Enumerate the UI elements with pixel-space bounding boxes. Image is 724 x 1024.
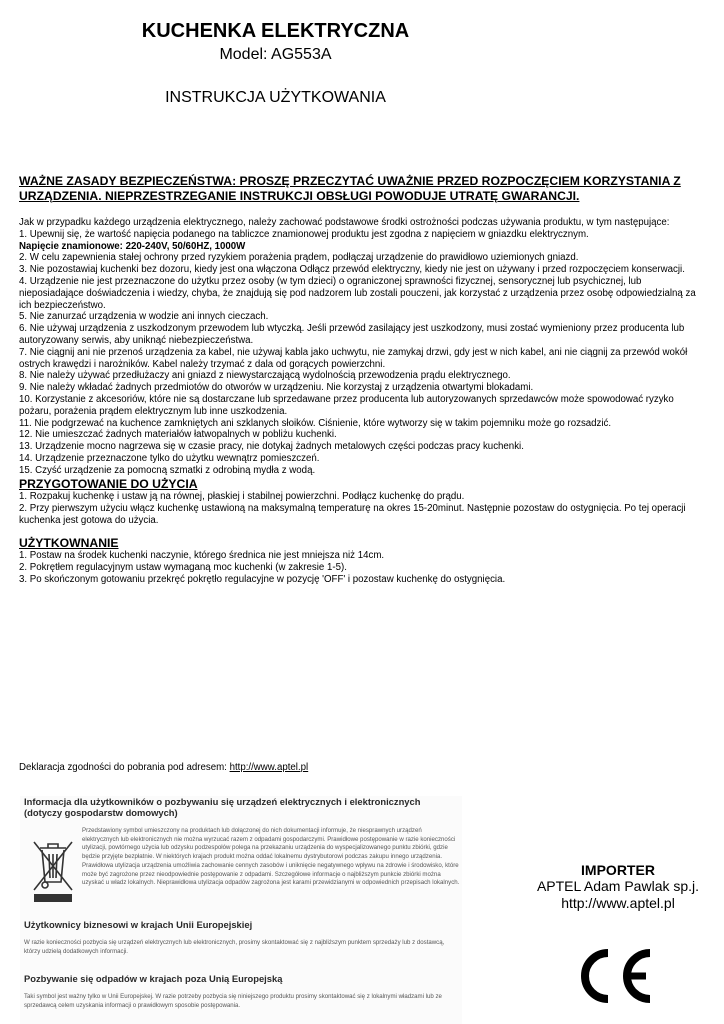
crossed-out-wheelie-bin-icon bbox=[30, 834, 76, 906]
preparation-heading: PRZYGOTOWANIE DO UŻYCIA bbox=[19, 477, 198, 491]
weee-business-heading: Użytkownicy biznesowi w krajach Unii Europejskiej bbox=[24, 919, 253, 930]
usage-heading: UŻYTKOWNANIE bbox=[19, 536, 119, 550]
usage-section bbox=[19, 536, 707, 585]
safety-item: 14. Urządzenie przeznaczone tylko do użytku wewnątrz pomieszczeń. bbox=[19, 452, 320, 464]
document-subtitle: INSTRUKCJA UŻYTKOWANIA bbox=[165, 89, 386, 106]
safety-item: 13. Urządzenie mocno nagrzewa się w czasie pracy, nie dotykaj żadnych metalowych części podczas pracy kuchenki. bbox=[19, 441, 524, 453]
safety-instructions bbox=[19, 217, 707, 477]
usage-item: 1. Postaw na środek kuchenki naczynie, którego średnica nie jest mniejsza niż 14cm. bbox=[19, 550, 385, 561]
safety-item: 7. Nie ciągnij ani nie przenoś urządzenia za kabel, nie używaj kabla jako uchwytu, nie zamykaj drzwi, gdy jest w nich kabel, ani nie ciągnij za przewód wokół ostrych krawędzi i narożników. Kabel należy trzymać z dala od gorących powierzchni. bbox=[19, 346, 688, 370]
declaration-link[interactable]: http://www.aptel.pl bbox=[229, 762, 309, 773]
importer-name: APTEL Adam Pawlak sp.j. bbox=[536, 878, 700, 894]
rated-voltage: Napięcie znamionowe: 220-240V, 50/60HZ, 1000W bbox=[19, 240, 246, 252]
usage-item: 3. Po skończonym gotowaniu przekręć pokrętło regulacyjne w pozycję 'OFF' i pozostaw kuchenkę do ostygnięcia. bbox=[19, 573, 506, 585]
declaration-of-conformity bbox=[19, 762, 308, 774]
safety-item: 3. Nie pozostawiaj kuchenki bez dozoru, kiedy jest ona włączona Odłącz przewód elektryczny, kiedy nie jest on używany i przed rozpoczęciem konserwacji. bbox=[19, 264, 685, 276]
safety-item: 9. Nie należy wkładać żadnych przedmiotów do otworów w urządzeniu. Nie korzystaj z urządzenia otwartymi blokadami. bbox=[19, 382, 534, 394]
preparation-item: 2. Przy pierwszym użyciu włącz kuchenkę ustawioną na maksymalną temperaturę na okres 15-20minut. Następnie pozostaw do ostygnięcia. Po tej operacji kuchenka jest gotowa do użycia. bbox=[19, 502, 686, 526]
model-number: Model: AG553A bbox=[219, 46, 332, 63]
safety-item: 15. Czyść urządzenie za pomocną szmatki z odrobiną mydła z wodą. bbox=[19, 464, 316, 476]
safety-item: 10. Korzystanie z akcesoriów, które nie są dostarczane lub sprzedawane przez producenta lub autoryzowanych sprzedawców może spowodować ryzyko pożaru, porażenia prądem elektrycznym lub inne uszkodzenia. bbox=[19, 393, 674, 417]
safety-item: 5. Nie zanurzać urządzenia w wodzie ani innych cieczach. bbox=[19, 311, 269, 323]
safety-item: 1. Upewnij się, że wartość napięcia podanego na tabliczce znamionowej produktu jest zgodna z napięciem w gniazdku elektrycznym. bbox=[19, 228, 589, 240]
safety-item: 2. W celu zapewnienia stałej ochrony przed ryzykiem porażenia prądem, podłączaj urządzenie do prawidłowo uziemionych gniazd. bbox=[19, 252, 579, 264]
safety-item: 4. Urządzenie nie jest przeznaczone do użytku przez osoby (w tym dzieci) o ograniczonej sprawności fizycznej, sensorycznej lub psychicznej, lub nieposiadające doświadczenia i wiedzy, chyba, że znajdują się pod nadzorem lub zostali pouczeni, jak korzystać z urządzenia przez osobę odpowiedzialną za ich bezpieczeństwo. bbox=[19, 275, 696, 311]
weee-business-info: W razie konieczności pozbycia się urządzeń elektrycznych lub elektronicznych, prosimy skontaktować się z najbliższym punktem sprzedaży lub z dostawcą, którzy udzielą dodatkowych informacji. bbox=[24, 939, 445, 955]
importer-label: IMPORTER bbox=[581, 862, 655, 878]
document-title: KUCHENKA ELEKTRYCZNA bbox=[141, 20, 410, 42]
importer-url: http://www.aptel.pl bbox=[561, 895, 675, 911]
safety-item: 11. Nie podgrzewać na kuchence zamkniętych ani szklanych słoików. Ciśnienie, które wytworzy się w takim pojemniku może go rozsadzić. bbox=[19, 417, 612, 429]
safety-heading: WAŻNE ZASADY BEZPIECZEŃSTWA: PROSZĘ PRZECZYTAĆ UWAŻNIE PRZED ROZPOCZĘCIEM KORZYSTANIA Z URZĄDZENIA. NIEPRZESTRZEGANIE INSTRUKCJI OBSŁUGI POWODUJE UTRATĘ GWARANCJI. bbox=[19, 174, 681, 203]
safety-item: 8. Nie należy używać przedłużaczy ani gniazd z niewystarczającą wydolnością przewodzenia prądu elektrycznego. bbox=[19, 370, 511, 382]
declaration-text: Deklaracja zgodności do pobrania pod adresem: bbox=[19, 762, 230, 773]
usage-item: 2. Pokrętłem regulacyjnym ustaw wymaganą moc kuchenki (w zakresie 1-5). bbox=[19, 561, 347, 573]
weee-outside-eu-info: Taki symbol jest ważny tylko w Unii Europejskej. W razie potrzeby pozbycia się niniejszego produktu prosimy skontaktować się z lokalnymi władzami lub ze sprzedawcą celem uzyskania informacji o prawidłowym sposobie postępowania. bbox=[24, 993, 442, 1009]
weee-disposal-notice bbox=[20, 796, 462, 1024]
safety-item: 12. Nie umieszczać żadnych materiałów łatwopalnych w pobliżu kuchenki. bbox=[19, 429, 337, 441]
safety-intro: Jak w przypadku każdego urządzenia elektrycznego, należy zachować podstawowe środki ostrożności podczas używania produktu, w tym następujące: bbox=[19, 217, 670, 228]
preparation-section bbox=[19, 477, 707, 526]
weee-heading: Informacja dla użytkowników o pozbywaniu się urządzeń elektrycznych i elektronicznych bbox=[24, 796, 421, 807]
preparation-item: 1. Rozpakuj kuchenkę i ustaw ją na równej, płaskiej i stabilnej powierzchni. Podłącz kuchenkę do prądu. bbox=[19, 491, 465, 502]
ce-mark-icon bbox=[575, 945, 655, 1007]
weee-heading-sub: (dotyczy gospodarstw domowych) bbox=[24, 807, 178, 818]
weee-household-info: Przedstawiony symbol umieszczony na produktach lub dołączonej do nich dokumentacji informuje, że niesprawnych urządzeń elektrycznych lub elektronicznych nie można wyrzucać razem z odpadami gospodarczymi. Prawidłowe postępowanie w razie konieczności utylizacji, powtórnego użycia lub odzysku podzespołów polega na przekazaniu urządzenia do wyspecjalizowanego punktu zbiórki, gdzie będzie przyjęte bezpłatnie. W niektórych krajach produkt można oddać lokalnemu dystrybutorowi podczas zakupu innego urządzenia. Prawidłowa utylizacja urządzenia umożliwia zachowanie cennych zasobów i uniknięcie negatywnego wpływu na zdrowie i środowisko, które może być zagrożone przez nieodpowiednie postępowanie z odpadami. Szczegółowe informacje o najbliższym punkcie zbiórki można uzyskać u władz lokalnych. Nieprawidłowa utylizacja odpadów zagrożona jest karami przewidzianymi w odpowiednich przepisach lokalnych. bbox=[82, 827, 460, 887]
weee-outside-eu-heading: Pozbywanie się odpadów w krajach poza Unią Europejską bbox=[24, 973, 283, 984]
safety-item: 6. Nie używaj urządzenia z uszkodzonym przewodem lub wtyczką. Jeśli przewód zasilający jest uszkodzony, musi zostać wymieniony przez producenta lub autoryzowany serwis, aby uniknąć niebezpieczeństwa. bbox=[19, 323, 685, 346]
